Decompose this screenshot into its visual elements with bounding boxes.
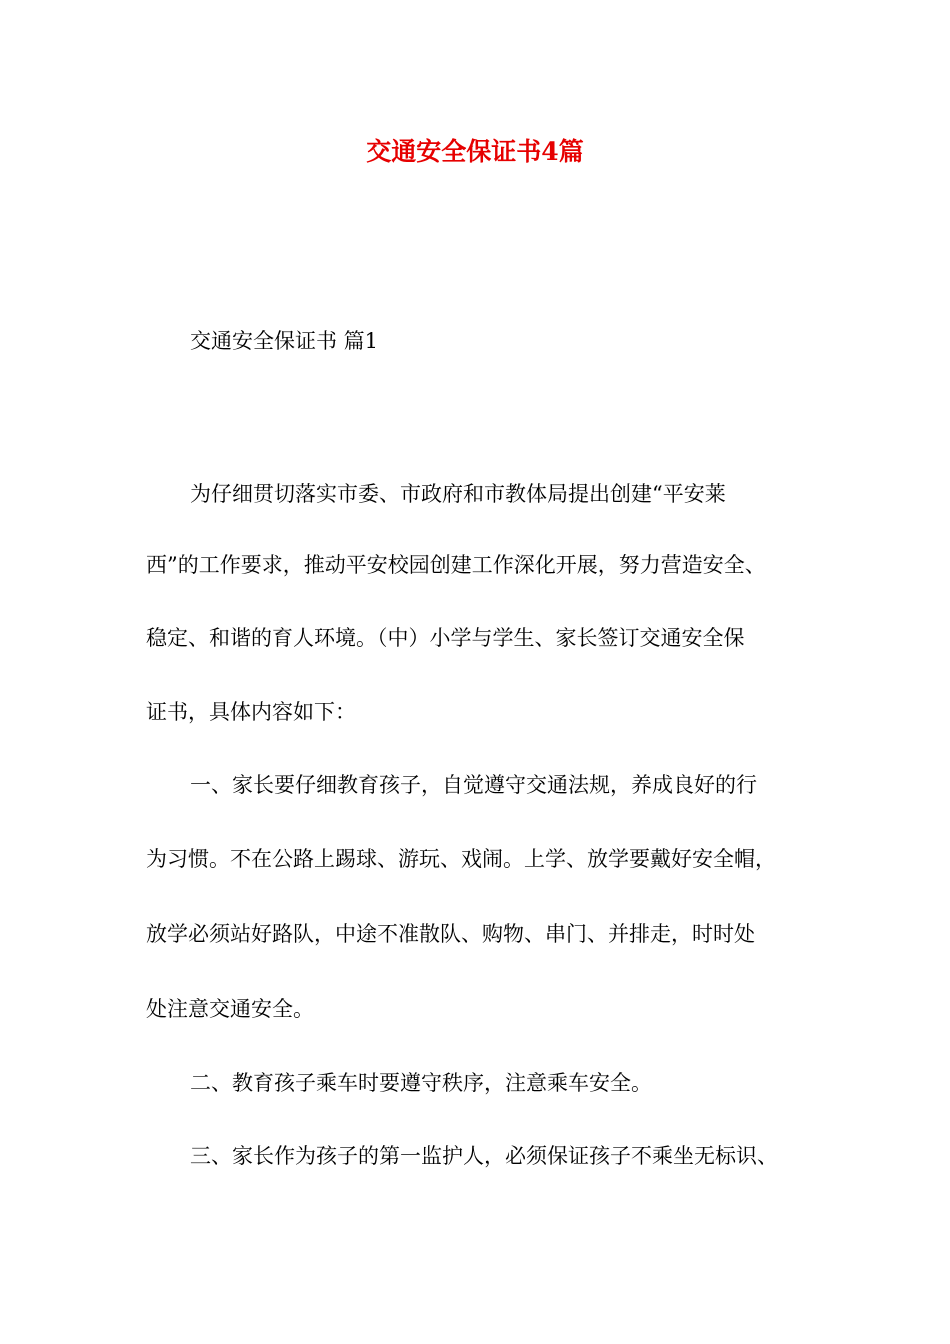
section-heading: 交通安全保证书 篇1 (190, 329, 379, 353)
body-line-9: 二、教育孩子乘车时要遵守秩序，注意乘车安全。 (190, 1071, 652, 1095)
body-line-5: 一、家长要仔细教育孩子，自觉遵守交通法规，养成良好的行 (190, 773, 757, 797)
body-line-2: 西”的工作要求，推动平安校园创建工作深化开展，努力营造安全、 (146, 553, 766, 577)
body-line-8: 处注意交通安全。 (146, 997, 314, 1021)
body-line-1: 为仔细贯切落实市委、市政府和市教体局提出创建“平安莱 (190, 482, 726, 506)
body-line-6: 为习惯。不在公路上踢球、游玩、戏闹。上学、放学要戴好安全帽， (146, 847, 776, 871)
body-line-4: 证书，具体内容如下： (146, 700, 356, 724)
document-title: 交通安全保证书4篇 (366, 137, 584, 166)
body-line-3: 稳定、和谐的育人环境。（中）小学与学生、家长签订交通安全保 (146, 626, 745, 650)
body-line-7: 放学必须站好路队，中途不准散队、购物、串门、并排走，时时处 (146, 922, 755, 946)
body-line-10: 三、家长作为孩子的第一监护人，必须保证孩子不乘坐无标识、 (190, 1144, 778, 1168)
